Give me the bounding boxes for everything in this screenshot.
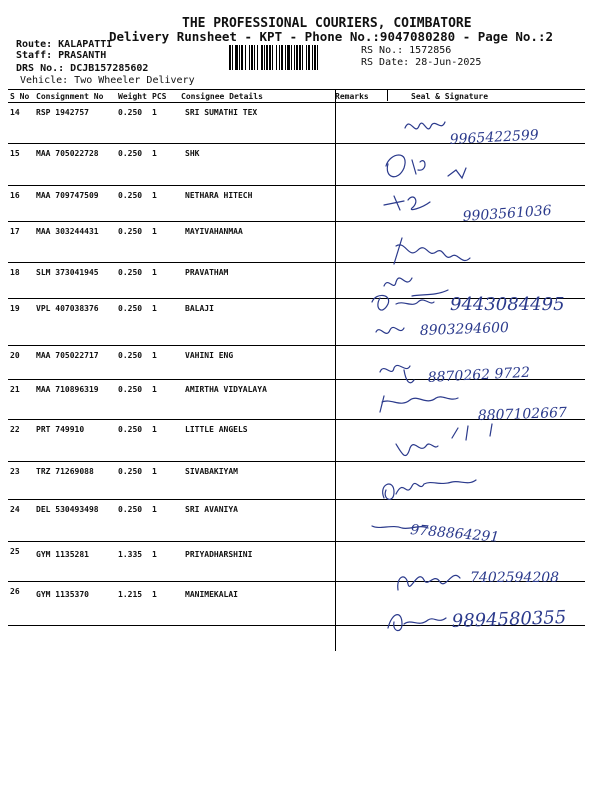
row-consignment-no: PRT 749910 — [34, 420, 116, 462]
row-weight: 0.250 — [116, 380, 150, 420]
row-sno: 25 — [8, 542, 34, 582]
row-consignment-no: RSP 1942757 — [34, 103, 116, 144]
row-sno: 24 — [8, 500, 34, 542]
handwritten-phone-number: 8903294600 — [419, 319, 510, 339]
row-sno: 19 — [8, 299, 34, 346]
row-pcs: 1 — [150, 420, 179, 462]
handwritten-phone-number: 9965422599 — [449, 127, 540, 148]
row-pcs: 1 — [150, 186, 179, 222]
row-consignment-no: GYM 1135281 — [34, 542, 116, 582]
col-consignee: Consignee Details — [179, 90, 333, 103]
row-consignee: NETHARA HITECH — [179, 186, 333, 222]
row-weight: 0.250 — [116, 263, 150, 299]
row-weight: 0.250 — [116, 500, 150, 542]
row-consignment-no: MAA 705022717 — [34, 346, 116, 380]
row-weight: 0.250 — [116, 222, 150, 263]
row-consignment-no: MAA 710896319 — [34, 380, 116, 420]
row-consignee: SHK — [179, 144, 333, 186]
runsheet-subtitle: Delivery Runsheet - KPT - Phone No.:9047080280 - Page No.:2 — [109, 29, 554, 44]
row-weight: 0.250 — [116, 346, 150, 380]
signature-scribble — [376, 327, 404, 333]
vehicle-label: Vehicle: Two Wheeler Delivery — [20, 75, 195, 86]
handwritten-phone-number: 8807102667 — [477, 404, 568, 424]
handwritten-phone-number: 9903561036 — [462, 202, 553, 225]
row-weight: 0.250 — [116, 420, 150, 462]
row-weight: 1.215 — [116, 582, 150, 626]
row-weight: 0.250 — [116, 103, 150, 144]
row-consignee: MANIMEKALAI — [179, 582, 333, 626]
row-pcs: 1 — [150, 542, 179, 582]
handwritten-phone-number: 7402594208 — [470, 570, 560, 586]
row-sno: 23 — [8, 462, 34, 500]
signature-scribble — [386, 155, 466, 178]
signature-scribble — [380, 365, 414, 382]
row-sno: 21 — [8, 380, 34, 420]
handwritten-phone-number: 9788864291 — [409, 522, 500, 546]
row-weight: 0.250 — [116, 144, 150, 186]
col-weight: Weight — [116, 90, 150, 103]
route-label: Route: KALAPATTI — [16, 39, 113, 50]
row-consignment-no: MAA 705022728 — [34, 144, 116, 186]
row-consignee: PRAVATHAM — [179, 263, 333, 299]
row-consignee: MAYIVAHANMAA — [179, 222, 333, 263]
signature-scribble — [394, 238, 470, 264]
row-sno: 18 — [8, 263, 34, 299]
row-sno: 20 — [8, 346, 34, 380]
row-consignment-no: VPL 407038376 — [34, 299, 116, 346]
col-consignment: Consignment No — [34, 90, 116, 103]
row-pcs: 1 — [150, 462, 179, 500]
col-sno: S No — [8, 90, 34, 103]
signature-scribble — [398, 575, 460, 590]
row-consignee: AMIRTHA VIDYALAYA — [179, 380, 333, 420]
staff-label: Staff: PRASANTH — [16, 50, 107, 61]
row-consignment-no: GYM 1135370 — [34, 582, 116, 626]
row-consignment-no: TRZ 71269088 — [34, 462, 116, 500]
row-pcs: 1 — [150, 582, 179, 626]
row-pcs: 1 — [150, 222, 179, 263]
row-pcs: 1 — [150, 103, 179, 144]
row-sno: 26 — [8, 582, 34, 626]
company-title: THE PROFESSIONAL COURIERS, COIMBATORE — [182, 16, 472, 31]
row-pcs: 1 — [150, 380, 179, 420]
row-weight: 0.250 — [116, 462, 150, 500]
drs-number: DRS No.: DCJB157285602 — [16, 63, 149, 74]
row-consignee: VAHINI ENG — [179, 346, 333, 380]
signature-scribble — [388, 615, 446, 631]
row-sno: 17 — [8, 222, 34, 263]
row-consignment-no: MAA 709747509 — [34, 186, 116, 222]
row-sno: 22 — [8, 420, 34, 462]
row-sno: 16 — [8, 186, 34, 222]
row-consignment-no: SLM 373041945 — [34, 263, 116, 299]
rs-number: RS No.: 1572856 — [361, 45, 452, 56]
signature-scribble — [372, 295, 434, 310]
row-consignee: BALAJI — [179, 299, 333, 346]
row-pcs: 1 — [150, 263, 179, 299]
handwritten-phone-number: 9894580355 — [451, 607, 567, 632]
row-consignment-no: MAA 303244431 — [34, 222, 116, 263]
row-consignment-no: DEL 530493498 — [34, 500, 116, 542]
col-signature: Seal & Signature — [387, 90, 585, 103]
row-weight: 0.250 — [116, 186, 150, 222]
handwritten-phone-number: 9443084495 — [450, 294, 565, 315]
signature-scribble — [396, 424, 492, 456]
row-consignee: SRI AVANIYA — [179, 500, 333, 542]
row-pcs: 1 — [150, 500, 179, 542]
signature-scribble — [380, 396, 458, 412]
row-consignee: SRI SUMATHI TEX — [179, 103, 333, 144]
rs-date: RS Date: 28-Jun-2025 — [361, 57, 482, 68]
row-weight: 1.335 — [116, 542, 150, 582]
row-pcs: 1 — [150, 346, 179, 380]
row-sno: 14 — [8, 103, 34, 144]
row-consignee: LITTLE ANGELS — [179, 420, 333, 462]
col-pcs: PCS — [150, 90, 179, 103]
row-consignee: SIVABAKIYAM — [179, 462, 333, 500]
row-consignee: PRIYADHARSHINI — [179, 542, 333, 582]
row-weight: 0.250 — [116, 299, 150, 346]
row-pcs: 1 — [150, 299, 179, 346]
signature-scribble — [384, 196, 430, 210]
signature-scribble — [384, 278, 448, 296]
handwritten-phone-number: 8870262 9722 — [427, 364, 531, 386]
col-remarks: Remarks — [333, 90, 387, 103]
signature-scribble — [383, 480, 476, 499]
row-pcs: 1 — [150, 144, 179, 186]
signature-scribble — [405, 122, 445, 129]
row-sno: 15 — [8, 144, 34, 186]
